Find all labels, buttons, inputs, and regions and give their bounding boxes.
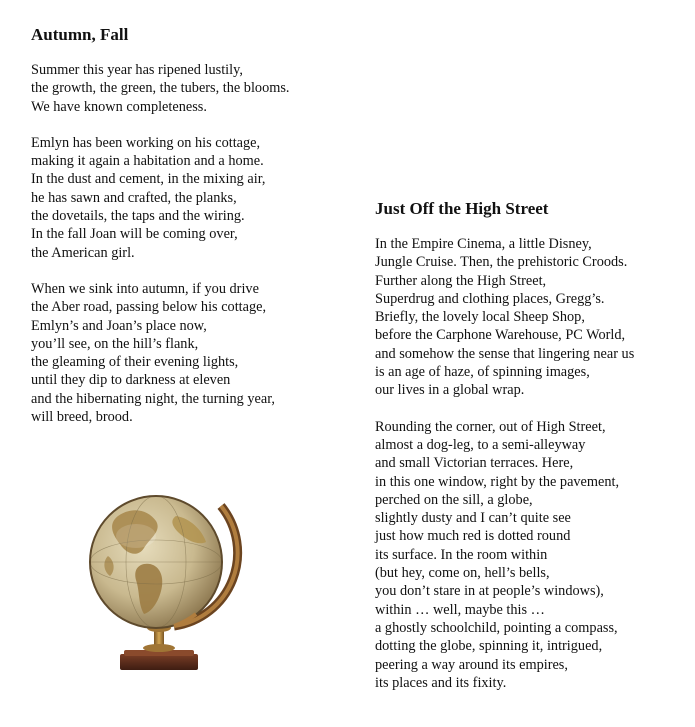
poem-line: Emlyn has been working on his cottage,: [31, 134, 261, 151]
poem-line: Jungle Cruise. Then, the prehistoric Croods.: [375, 254, 628, 271]
poem-line: dotting the globe, spinning it, intrigued,: [375, 638, 603, 655]
poem-line: within … well, maybe this …: [375, 601, 545, 618]
stanza-1: [31, 61, 351, 116]
poem-line: a ghostly schoolchild, pointing a compass,: [375, 619, 618, 636]
poem-line: you don’t stare in at people’s windows),: [375, 583, 604, 600]
poem-line: just how much red is dotted round: [375, 528, 571, 545]
poem-line: in this one window, right by the pavement,: [375, 473, 620, 490]
poem-line: our lives in a global wrap.: [375, 382, 525, 399]
poem-line: In the Empire Cinema, a little Disney,: [375, 236, 592, 252]
poem-line: the growth, the green, the tubers, the blooms.: [31, 80, 290, 97]
poem-line: its places and its fixity.: [375, 674, 507, 691]
poem-line: its surface. In the room within: [375, 546, 548, 563]
poem-line: making it again a habitation and a home.: [31, 153, 264, 170]
stanza-2: [31, 134, 351, 262]
antique-globe-icon: [78, 476, 248, 676]
stanza-2: [375, 418, 690, 692]
poem-line: he has sawn and crafted, the planks,: [31, 189, 237, 206]
poem-line: the Aber road, passing below his cottage,: [31, 299, 267, 316]
poem-line: We have known completeness.: [31, 98, 207, 115]
poem-line: In the fall Joan will be coming over,: [31, 226, 238, 243]
poem-line: before the Carphone Warehouse, PC World,: [375, 327, 626, 344]
poem-line: and small Victorian terraces. Here,: [375, 455, 574, 472]
poem-line: Emlyn’s and Joan’s place now,: [31, 317, 207, 334]
globe-base: [120, 654, 198, 670]
poem-line: is an age of haze, of spinning images,: [375, 364, 590, 381]
poem-line: perched on the sill, a globe,: [375, 491, 533, 508]
poem-line: (but hey, come on, hell’s bells,: [375, 565, 550, 582]
poem-line: Further along the High Street,: [375, 272, 547, 289]
poem-line: the gleaming of their evening lights,: [31, 354, 239, 371]
poem-line: you’ll see, on the hill’s flank,: [31, 335, 199, 352]
poem-line: and the hibernating night, the turning year,: [31, 390, 275, 407]
poem-line: and somehow the sense that lingering near us: [375, 345, 635, 362]
poem-just-off-the-high-street: [375, 198, 690, 710]
poem-autumn-fall: [31, 24, 351, 444]
poem-line: the American girl.: [31, 244, 135, 261]
poem-line: In the dust and cement, in the mixing air,: [31, 171, 266, 188]
poem-line: Rounding the corner, out of High Street,: [375, 418, 606, 435]
poem-line: When we sink into autumn, if you drive: [31, 280, 259, 297]
poem-line: Briefly, the lovely local Sheep Shop,: [375, 309, 585, 326]
poem-line: will breed, brood.: [31, 409, 133, 426]
poem-line: peering a way around its empires,: [375, 656, 568, 673]
poem-line: almost a dog-leg, to a semi-alleyway: [375, 436, 586, 453]
poem-line: slightly dusty and I can’t quite see: [375, 510, 571, 527]
poem-line: until they dip to darkness at eleven: [31, 372, 231, 389]
poem-title: Just Off the High Street: [375, 199, 549, 218]
poem-title: Autumn, Fall: [31, 25, 129, 44]
stanza-3: [31, 280, 351, 426]
stanza-1: [375, 235, 690, 400]
poem-line: Summer this year has ripened lustily,: [31, 62, 243, 78]
globe-illustration: [78, 476, 248, 676]
poem-line: Superdrug and clothing places, Gregg’s.: [375, 290, 605, 307]
poem-line: the dovetails, the taps and the wiring.: [31, 208, 245, 225]
